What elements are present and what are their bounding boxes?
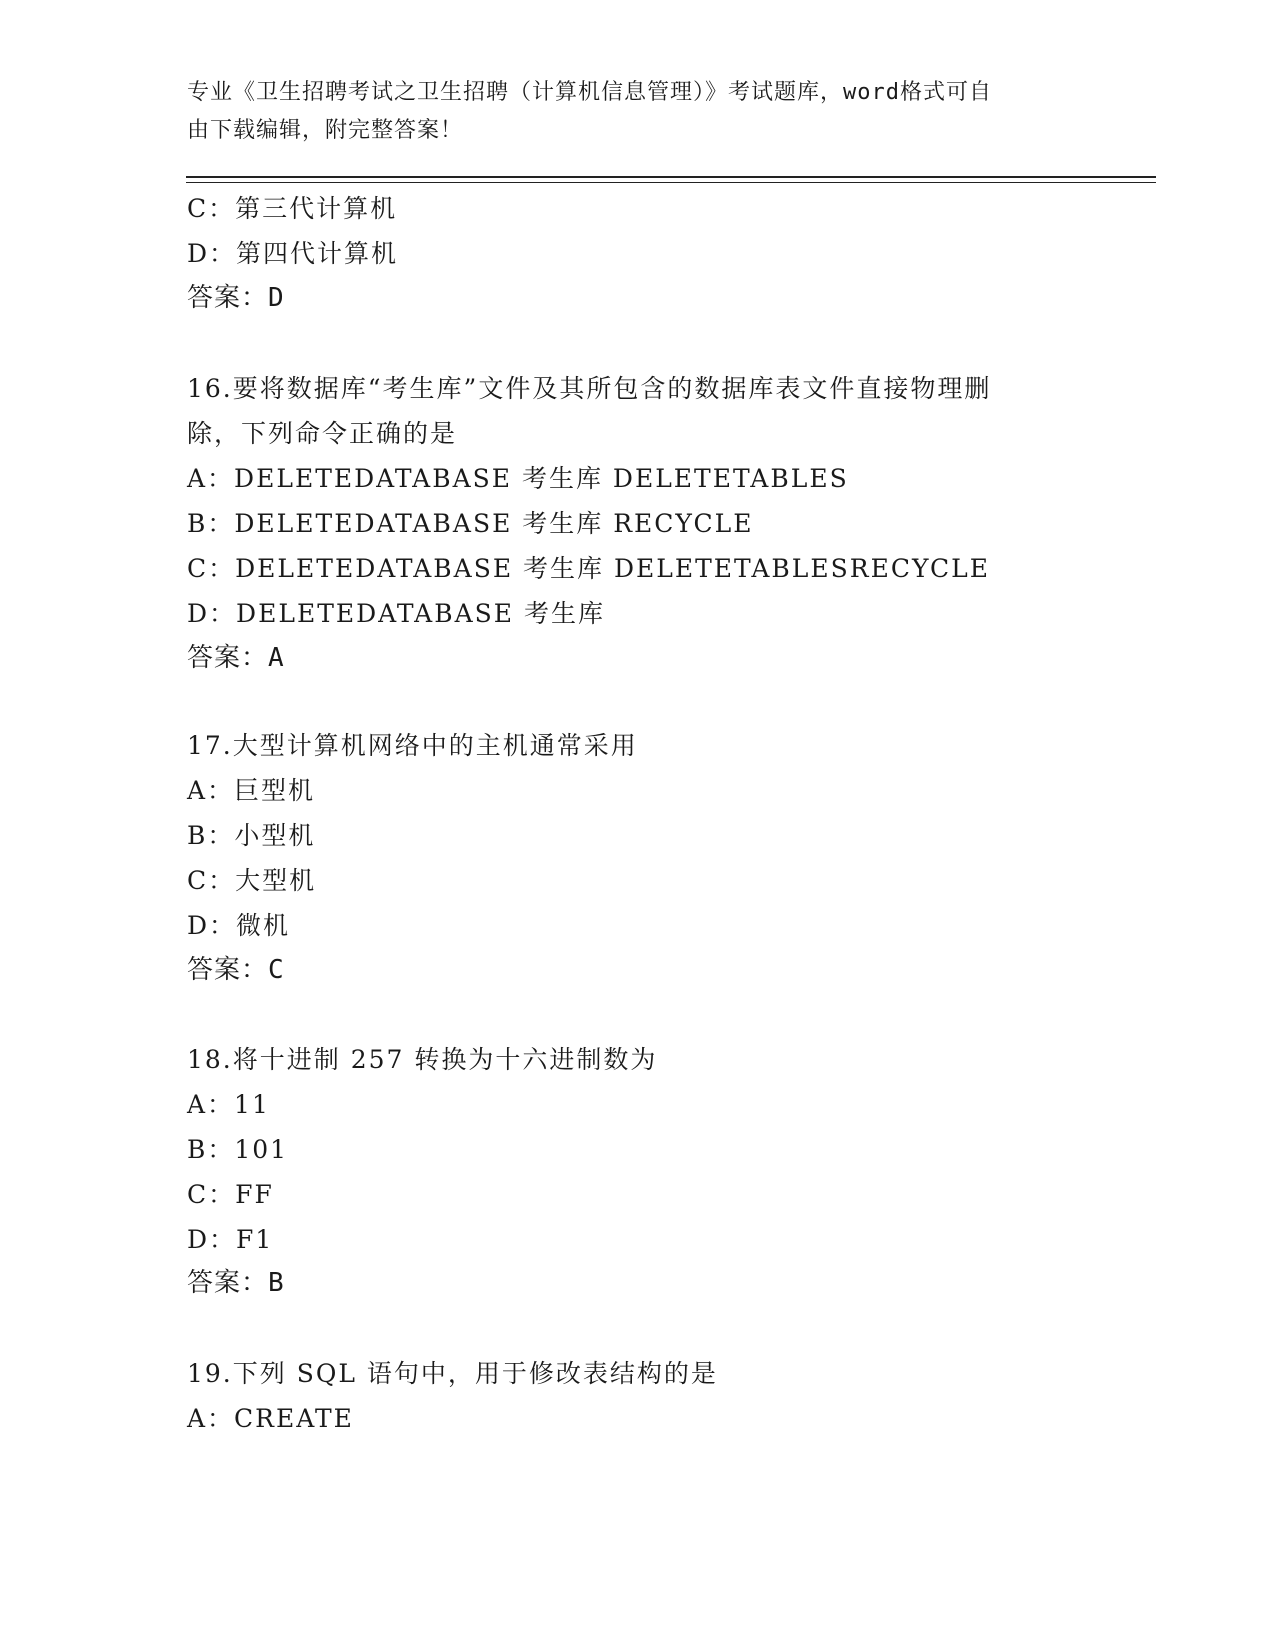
q18-option-d: D：F1 xyxy=(187,1225,274,1254)
prev-option-d: D：第四代计算机 xyxy=(187,239,399,268)
header-line-1: 专业《卫生招聘考试之卫生招聘（计算机信息管理）》考试题库，word格式可自 xyxy=(187,80,992,105)
q18-option-a: A：11 xyxy=(187,1090,270,1119)
q18-stem: 18.将十进制 257 转换为十六进制数为 xyxy=(187,1045,658,1074)
q16-option-c: C：DELETEDATABASE 考生库 DELETETABLESRECYCLE xyxy=(187,554,991,583)
q17-option-b: B：小型机 xyxy=(187,821,316,850)
prev-answer: 答案：D xyxy=(187,283,285,313)
q18-answer: 答案：B xyxy=(187,1268,285,1298)
q16-option-d: D：DELETEDATABASE 考生库 xyxy=(187,599,605,628)
q16-option-b: B：DELETEDATABASE 考生库 RECYCLE xyxy=(187,509,754,538)
q18-option-b: B：101 xyxy=(187,1135,289,1164)
q17-answer: 答案：C xyxy=(187,955,285,985)
q16-option-a: A：DELETEDATABASE 考生库 DELETETABLES xyxy=(187,464,849,493)
q17-stem: 17.大型计算机网络中的主机通常采用 xyxy=(187,731,638,760)
q19-stem: 19.下列 SQL 语句中，用于修改表结构的是 xyxy=(187,1359,718,1388)
q16-stem-line-2: 除，下列命令正确的是 xyxy=(187,419,458,448)
q17-option-a: A：巨型机 xyxy=(187,776,316,805)
header-divider-thick xyxy=(186,176,1156,178)
q18-option-c: C：FF xyxy=(187,1180,274,1209)
q19-option-a: A：CREATE xyxy=(187,1404,354,1433)
q17-option-d: D：微机 xyxy=(187,911,291,940)
document-header xyxy=(187,74,1067,150)
q16-stem-line-1: 16.要将数据库“考生库”文件及其所包含的数据库表文件直接物理删 xyxy=(187,374,992,403)
prev-option-c: C：第三代计算机 xyxy=(187,194,398,223)
header-line-2: 由下载编辑，附完整答案！ xyxy=(187,118,464,143)
q17-option-c: C：大型机 xyxy=(187,866,317,895)
header-divider-thin xyxy=(186,182,1156,183)
q16-answer: 答案：A xyxy=(187,643,285,673)
